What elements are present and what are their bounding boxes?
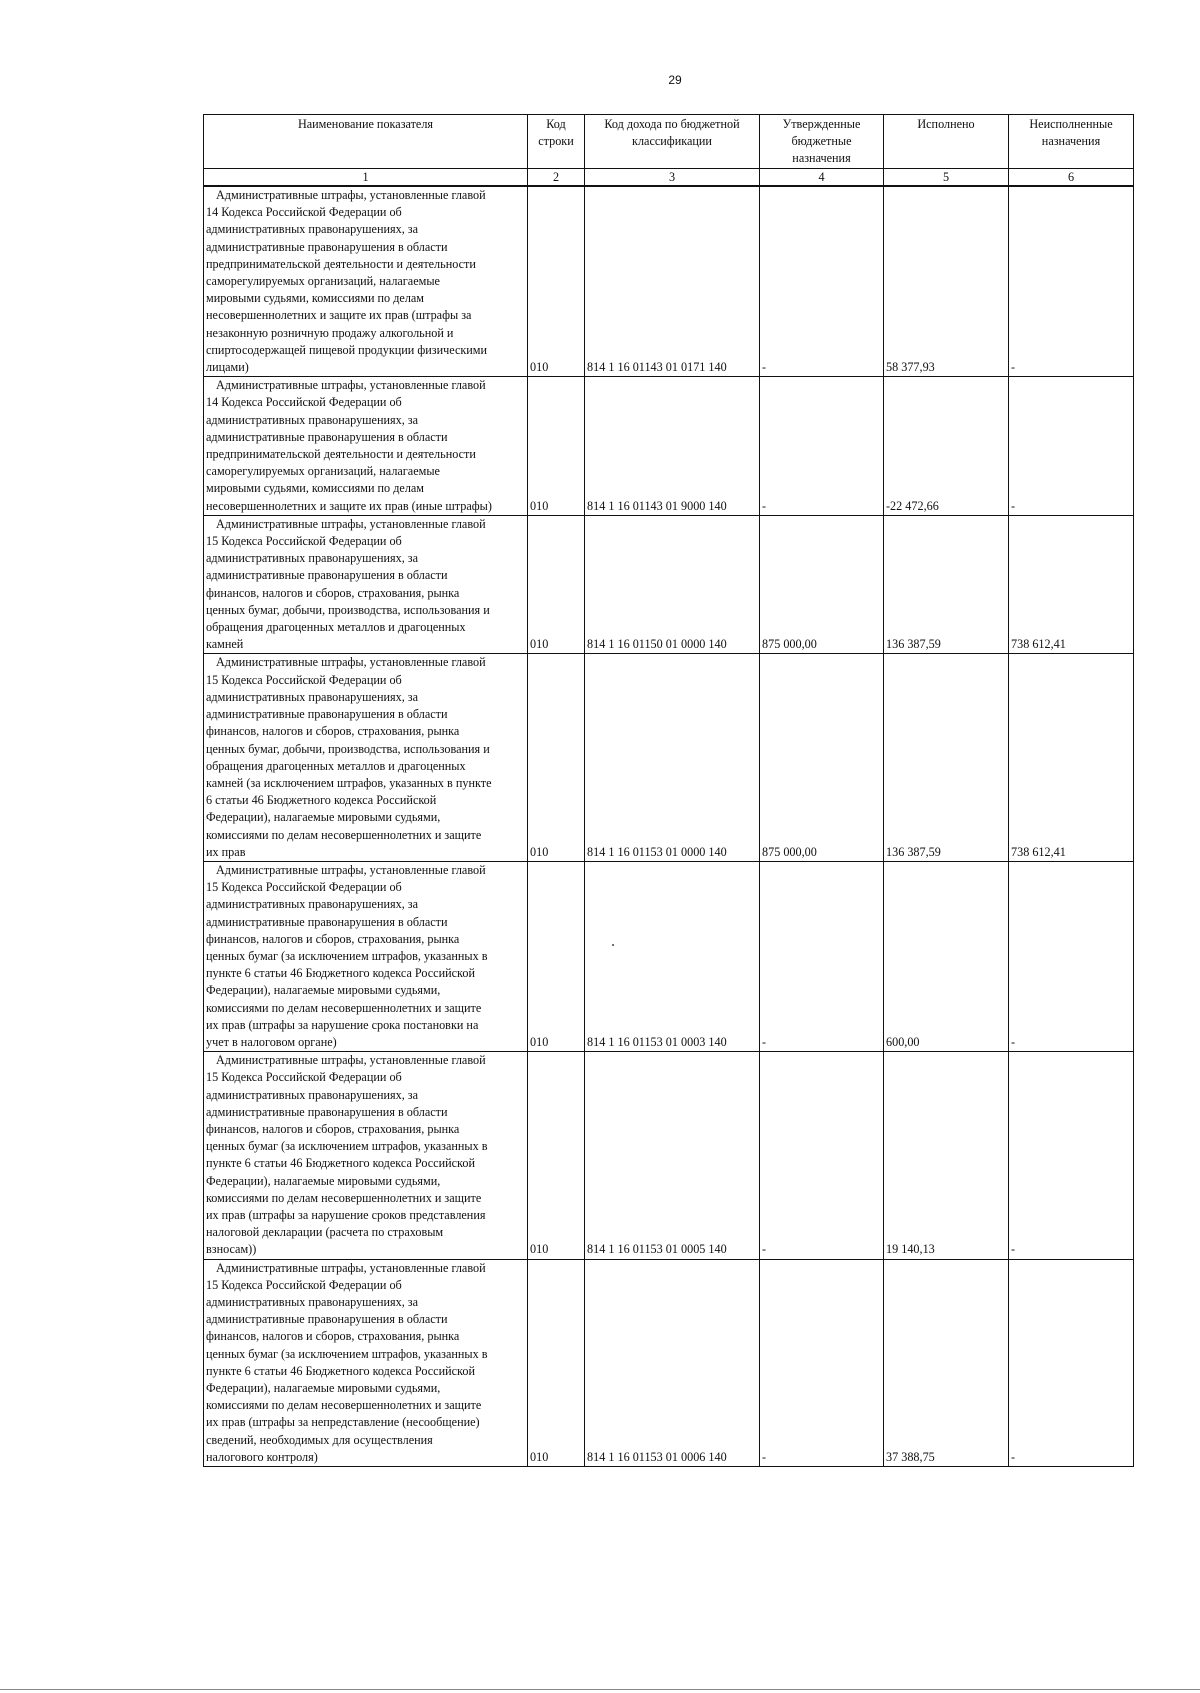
indicator-name-cell xyxy=(204,861,528,1051)
indicator-name-line: Административные штрафы, установленные главой xyxy=(216,1053,486,1068)
indicator-name-line: предпринимательской деятельности и деятельности xyxy=(206,256,476,271)
indicator-name-line: 15 Кодекса Российской Федерации об xyxy=(206,880,402,895)
row-code-cell: 010 xyxy=(528,861,585,1051)
indicator-name-line: административных правонарушениях, за xyxy=(206,1087,419,1102)
indicator-name-line: административных правонарушениях, за xyxy=(206,551,419,566)
indicator-name-line: Административные штрафы, установленные главой xyxy=(216,378,486,393)
indicator-name-line: лицами) xyxy=(206,360,249,375)
executed-cell: 136 387,59 xyxy=(884,654,1009,861)
indicator-name-line: обращения драгоценных металлов и драгоценных xyxy=(206,620,466,635)
indicator-name-cell xyxy=(204,377,528,516)
indicator-name-line: предпринимательской деятельности и деятельности xyxy=(206,447,476,462)
approved-cell: - xyxy=(760,1052,884,1259)
indicator-name-line: комиссиями по делам несовершеннолетних и защите xyxy=(206,1000,482,1015)
column-number: 5 xyxy=(884,169,1009,187)
indicator-name-line: Административные штрафы, установленные главой xyxy=(216,655,486,670)
scan-speck xyxy=(612,944,614,946)
indicator-name-line: ценных бумаг (за исключением штрафов, указанных в xyxy=(206,948,488,963)
indicator-name-line: мировыми судьями, комиссиями по делам xyxy=(206,481,425,496)
indicator-name-line: налогового контроля) xyxy=(206,1449,318,1464)
indicator-name-line: пункте 6 статьи 46 Бюджетного кодекса Российской xyxy=(206,1156,475,1171)
table-row xyxy=(204,1259,1134,1466)
indicator-name-line: финансов, налогов и сборов, страхования, рынка xyxy=(206,1121,460,1136)
indicator-name-line: несовершеннолетних и защите их прав (штрафы за xyxy=(206,308,472,323)
executed-cell: 600,00 xyxy=(884,861,1009,1051)
column-number: 3 xyxy=(585,169,760,187)
income-code-cell: 814 1 16 01153 01 0003 140 xyxy=(585,861,760,1051)
column-number-row xyxy=(204,169,1134,187)
unexecuted-cell: - xyxy=(1009,186,1134,377)
indicator-name-line: Федерации), налагаемые мировыми судьями, xyxy=(206,983,441,998)
indicator-name-line: Административные штрафы, установленные главой xyxy=(216,188,486,202)
unexecuted-cell: - xyxy=(1009,1052,1134,1259)
row-code-cell: 010 xyxy=(528,654,585,861)
indicator-name-line: ценных бумаг, добычи, производства, использования и xyxy=(206,741,490,756)
indicator-name-line: Федерации), налагаемые мировыми судьями, xyxy=(206,1173,441,1188)
header-row-code: Код строки xyxy=(528,115,585,169)
indicator-name-line: камней xyxy=(206,637,244,652)
indicator-name-cell xyxy=(204,515,528,654)
indicator-name-line: их прав (штрафы за непредставление (несообщение) xyxy=(206,1415,480,1430)
indicator-name-line: их прав xyxy=(206,844,246,859)
indicator-name-line: комиссиями по делам несовершеннолетних и защите xyxy=(206,1190,482,1205)
indicator-name-line: административные правонарушения в области xyxy=(206,568,448,583)
indicator-name-line: административные правонарушения в области xyxy=(206,429,448,444)
unexecuted-cell: - xyxy=(1009,861,1134,1051)
approved-cell: - xyxy=(760,1259,884,1466)
approved-cell: - xyxy=(760,377,884,516)
row-code-cell: 010 xyxy=(528,1259,585,1466)
indicator-name-line: административные правонарушения в области xyxy=(206,707,448,722)
table-body xyxy=(204,186,1134,1467)
executed-cell: 19 140,13 xyxy=(884,1052,1009,1259)
indicator-name-line: их прав (штрафы за нарушение сроков представления xyxy=(206,1207,486,1222)
table-row xyxy=(204,186,1134,377)
indicator-name-line: 15 Кодекса Российской Федерации об xyxy=(206,534,402,549)
executed-cell: -22 472,66 xyxy=(884,377,1009,516)
indicator-name-line: камней (за исключением штрафов, указанных в пункте xyxy=(206,775,492,790)
indicator-name-line: незаконную розничную продажу алкогольной и xyxy=(206,325,454,340)
income-code-cell: 814 1 16 01153 01 0000 140 xyxy=(585,654,760,861)
indicator-name-cell xyxy=(204,1259,528,1466)
unexecuted-cell: - xyxy=(1009,1259,1134,1466)
indicator-name-line: административные правонарушения в области xyxy=(206,1104,448,1119)
approved-cell: - xyxy=(760,186,884,377)
indicator-name-line: 14 Кодекса Российской Федерации об xyxy=(206,205,402,220)
header-approved: Утвержденные бюджетные назначения xyxy=(760,115,884,169)
header-row xyxy=(204,115,1134,169)
indicator-name-line: налоговой декларации (расчета по страховым xyxy=(206,1225,444,1240)
indicator-name-cell xyxy=(204,1052,528,1259)
indicator-name-line: обращения драгоценных металлов и драгоценных xyxy=(206,758,466,773)
unexecuted-cell: 738 612,41 xyxy=(1009,654,1134,861)
indicator-name-line: саморегулируемых организаций, налагаемые xyxy=(206,274,440,289)
indicator-name-line: Федерации), налагаемые мировыми судьями, xyxy=(206,810,441,825)
indicator-name-line: пункте 6 статьи 46 Бюджетного кодекса Российской xyxy=(206,1363,475,1378)
table-row xyxy=(204,861,1134,1051)
table-row xyxy=(204,515,1134,654)
table-row xyxy=(204,377,1134,516)
indicator-name-line: пункте 6 статьи 46 Бюджетного кодекса Российской xyxy=(206,966,475,981)
indicator-name-line: комиссиями по делам несовершеннолетних и защите xyxy=(206,827,482,842)
indicator-name-line: Административные штрафы, установленные главой xyxy=(216,516,486,531)
indicator-name-line: административные правонарушения в области xyxy=(206,1312,448,1327)
unexecuted-cell: - xyxy=(1009,377,1134,516)
indicator-name-line: мировыми судьями, комиссиями по делам xyxy=(206,291,425,306)
approved-cell: - xyxy=(760,861,884,1051)
indicator-name-cell xyxy=(204,186,528,377)
table-row xyxy=(204,654,1134,861)
indicator-name-line: Административные штрафы, установленные главой xyxy=(216,862,486,877)
indicator-name-line: 15 Кодекса Российской Федерации об xyxy=(206,1070,402,1085)
indicator-name-line: административных правонарушениях, за xyxy=(206,689,419,704)
scan-edge-line xyxy=(0,1689,1200,1690)
budget-execution-table xyxy=(203,114,1134,1467)
indicator-name-line: Административные штрафы, установленные главой xyxy=(216,1260,486,1275)
indicator-name-line: ценных бумаг, добычи, производства, использования и xyxy=(206,602,490,617)
approved-cell: 875 000,00 xyxy=(760,515,884,654)
income-code-cell: 814 1 16 01153 01 0006 140 xyxy=(585,1259,760,1466)
indicator-name-cell xyxy=(204,654,528,861)
page-number: 29 xyxy=(668,73,682,87)
executed-cell: 58 377,93 xyxy=(884,186,1009,377)
indicator-name-line: их прав (штрафы за нарушение срока постановки на xyxy=(206,1017,479,1032)
indicator-name-line: ценных бумаг (за исключением штрафов, указанных в xyxy=(206,1346,488,1361)
indicator-name-line: административных правонарушениях, за xyxy=(206,897,419,912)
indicator-name-line: сведений, необходимых для осуществления xyxy=(206,1432,433,1447)
header-unexecuted: Неисполненные назначения xyxy=(1009,115,1134,169)
indicator-name-line: 14 Кодекса Российской Федерации об xyxy=(206,395,402,410)
column-number: 2 xyxy=(528,169,585,187)
row-code-cell: 010 xyxy=(528,186,585,377)
indicator-name-line: 15 Кодекса Российской Федерации об xyxy=(206,672,402,687)
indicator-name-line: 15 Кодекса Российской Федерации об xyxy=(206,1277,402,1292)
executed-cell: 136 387,59 xyxy=(884,515,1009,654)
row-code-cell: 010 xyxy=(528,515,585,654)
indicator-name-line: финансов, налогов и сборов, страхования, рынка xyxy=(206,931,460,946)
unexecuted-cell: 738 612,41 xyxy=(1009,515,1134,654)
indicator-name-line: административные правонарушения в области xyxy=(206,239,448,254)
column-number: 6 xyxy=(1009,169,1134,187)
row-code-cell: 010 xyxy=(528,1052,585,1259)
header-income-code: Код дохода по бюджетной классификации xyxy=(585,115,760,169)
table-row xyxy=(204,1052,1134,1259)
indicator-name-line: Федерации), налагаемые мировыми судьями, xyxy=(206,1381,441,1396)
indicator-name-line: взносам)) xyxy=(206,1242,257,1257)
income-code-cell: 814 1 16 01143 01 0171 140 xyxy=(585,186,760,377)
indicator-name-line: административные правонарушения в области xyxy=(206,914,448,929)
income-code-cell: 814 1 16 01143 01 9000 140 xyxy=(585,377,760,516)
indicator-name-line: административных правонарушениях, за xyxy=(206,412,419,427)
indicator-name-line: саморегулируемых организаций, налагаемые xyxy=(206,464,440,479)
executed-cell: 37 388,75 xyxy=(884,1259,1009,1466)
row-code-cell: 010 xyxy=(528,377,585,516)
indicator-name-line: финансов, налогов и сборов, страхования, рынка xyxy=(206,585,460,600)
indicator-name-line: учет в налоговом органе) xyxy=(206,1034,337,1049)
income-code-cell: 814 1 16 01150 01 0000 140 xyxy=(585,515,760,654)
header-indicator-name: Наименование показателя xyxy=(204,115,528,169)
indicator-name-line: несовершеннолетних и защите их прав (иные штрафы) xyxy=(206,498,492,513)
indicator-name-line: финансов, налогов и сборов, страхования, рынка xyxy=(206,724,460,739)
indicator-name-line: административных правонарушениях, за xyxy=(206,222,419,237)
indicator-name-line: комиссиями по делам несовершеннолетних и защите xyxy=(206,1398,482,1413)
indicator-name-line: финансов, налогов и сборов, страхования, рынка xyxy=(206,1329,460,1344)
indicator-name-line: ценных бумаг (за исключением штрафов, указанных в xyxy=(206,1139,488,1154)
indicator-name-line: административных правонарушениях, за xyxy=(206,1295,419,1309)
approved-cell: 875 000,00 xyxy=(760,654,884,861)
column-number: 1 xyxy=(204,169,528,187)
column-number: 4 xyxy=(760,169,884,187)
income-code-cell: 814 1 16 01153 01 0005 140 xyxy=(585,1052,760,1259)
header-executed: Исполнено xyxy=(884,115,1009,169)
indicator-name-line: спиртосодержащей пищевой продукции физическими xyxy=(206,342,488,357)
indicator-name-line: 6 статьи 46 Бюджетного кодекса Российской xyxy=(206,793,437,808)
